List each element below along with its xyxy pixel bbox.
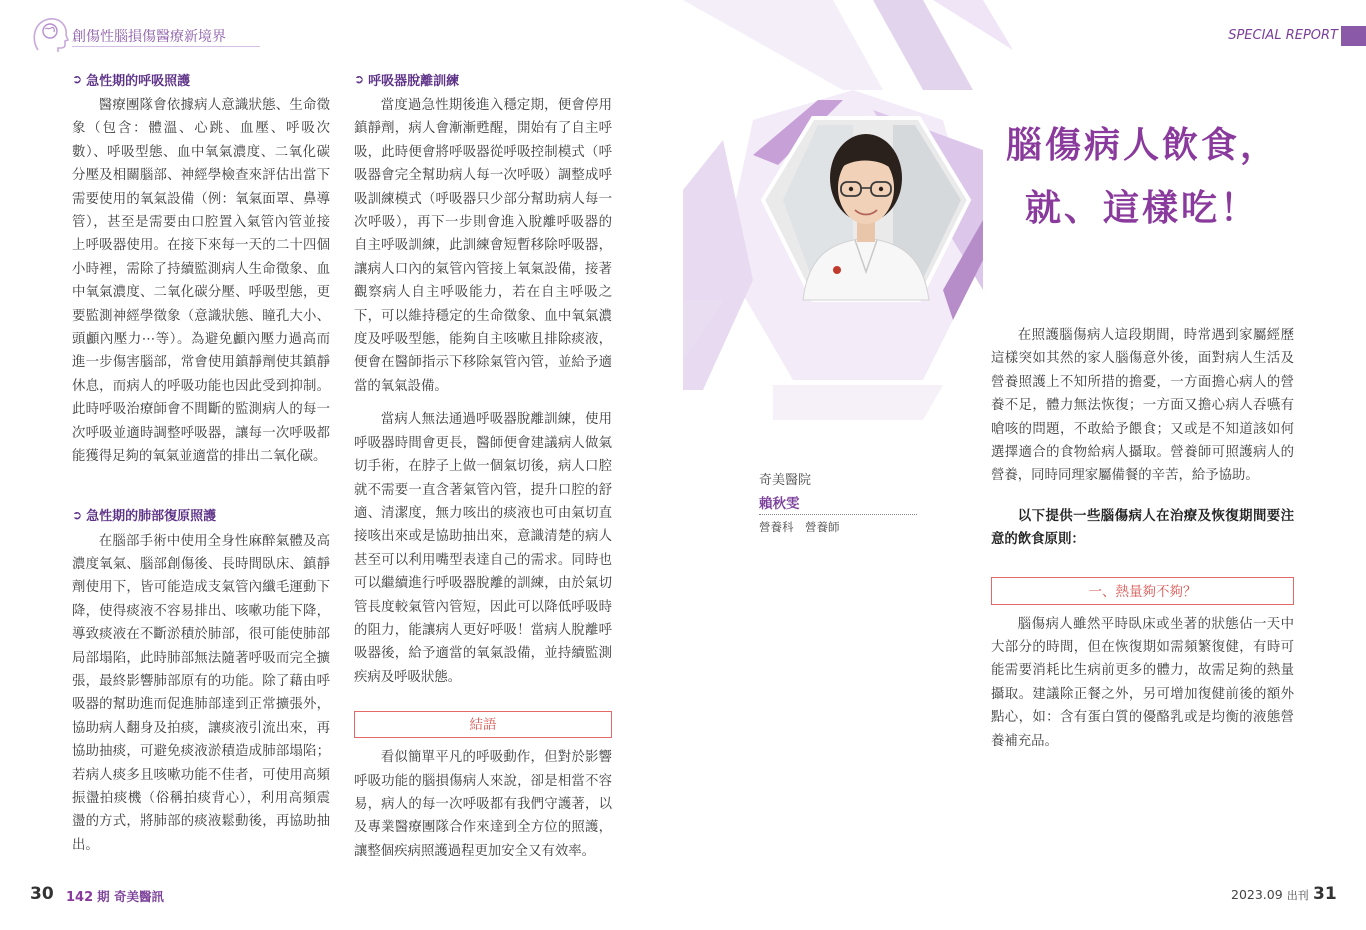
page-number-left: 30: [30, 884, 54, 904]
issue-label: 期 奇美醫訊: [97, 889, 164, 904]
section-heading-ventilator-weaning: ➲ 呼吸器脫離訓練: [354, 72, 460, 89]
article-title-line2: 就、這樣吃！: [1025, 188, 1260, 229]
paragraph-intro: 在照護腦傷病人這段期間，時常遇到家屬經歷這樣突如其然的家人腦傷意外後，面對病人生活及營養照護上不知所措的擔憂，一方面擔心病人的營養不足，體力無法恢復；一方面又擔心病人吞嚥有嗆咳的問題，不敢給予餵食；又或是不知道該如何選擇適合的食物給病人攝取。營養師可照護病人的營養，同時同理家屬備餐的辛苦，給予協助。: [991, 328, 1294, 484]
publish-date: 2023.09: [1231, 887, 1283, 902]
paragraph-acute-respiratory: 醫療團隊會依據病人意識狀態、生命徵象（包含：體溫、心跳、血壓、呼吸次數）、呼吸型態、血中氧氣濃度、二氧化碳分壓及相關腦部、神經學檢查來評估出當下需要使用的氧氣設備（例：氧氣面罩、鼻導管），甚至是需要由口腔置入氣管內管並接上呼吸器使用。在接下來每一天的二十四個小時裡，需除了持續監測病人生命徵象、血中氧氣濃度、二氧化碳分壓、呼吸型態，更要監測神經學徵象（意識狀態、瞳孔大小、頭顱內壓力⋯等）。為避免顱內壓力過高而進一步傷害腦部，常會使用鎮靜劑使其鎮靜休息，而病人的呼吸功能也因此受到抑制。此時呼吸治療師會不間斷的監測病人的每一次呼吸並適時調整呼吸器，讓每一次呼吸都能獲得足夠的氧氣並適當的排出二氧化碳。: [72, 98, 330, 465]
arrow-right-icon: ➲: [354, 72, 365, 86]
section-heading-acute-respiratory: ➲ 急性期的呼吸照護: [72, 72, 191, 89]
author-rule: [759, 514, 917, 515]
header-right-tab: [1341, 26, 1366, 46]
header-right-title: SPECIAL REPORT: [1228, 28, 1338, 43]
column-1: [72, 70, 330, 857]
author-block: [759, 469, 919, 535]
author-hospital: 奇美醫院: [759, 473, 812, 488]
issue-number: 142: [66, 890, 94, 905]
header-left: [30, 14, 240, 54]
arrow-right-icon: ➲: [72, 507, 83, 522]
section-heading-lung-recovery: ➲ 急性期的肺部復原照護: [72, 507, 217, 524]
paragraph-lead: 以下提供一些腦傷病人在治療及恢復期間要注意的飲食原則：: [991, 508, 1294, 548]
paragraph-conclusion: 看似簡單平凡的呼吸動作，但對於影響呼吸功能的腦損傷病人來說，卻是相當不容易，病人的每一次呼吸都有我們守護著，以及專業醫療團隊合作來達到全方位的照護，讓整個疾病照護過程更加安全又有效率。: [354, 750, 612, 859]
footer-date: [1231, 887, 1309, 903]
paragraph-calories: 腦傷病人雖然平時臥床或坐著的狀態佔一天中大部分的時間，但在恢復期如需頻繁復健，有時可能需要消耗比生病前更多的體力，故需足夠的熱量攝取。建議除正餐之外，另可增加復健前後的額外點心，如：含有蛋白質的優酪乳或是均衡的液態營養補充品。: [991, 616, 1294, 749]
article-title-line1: 腦傷病人飲食，: [1006, 125, 1280, 166]
header-left-title: 創傷性腦損傷醫療新境界: [72, 29, 226, 45]
arrow-right-icon: ➲: [72, 72, 83, 86]
author-role: 營養科 營養師: [759, 520, 840, 534]
publish-label: 出刊: [1286, 889, 1309, 902]
footer-issue: [66, 887, 164, 905]
brain-head-icon: [30, 14, 70, 54]
paragraph-weaning-1: 當度過急性期後進入穩定期，便會停用鎮靜劑，病人會漸漸甦醒，開始有了自主呼吸，此時便會將呼吸器從呼吸控制模式（呼吸器會完全幫助病人每一次呼吸）調整成呼吸訓練模式（呼吸器只少部分幫助病人每一次呼吸），再下一步則會進入脫離呼吸器的自主呼吸訓練，此訓練會短暫移除呼吸器，讓病人口內的氣管內管接上氧氣設備，接著觀察病人自主呼吸能力，若在自主呼吸之下，可以維持穩定的生命徵象、血中氧氣濃度及呼吸型態，能夠自主咳嗽且排除痰液，便會在醫師指示下移除氣管內管，並給予適當的氧氣設備。: [354, 98, 612, 394]
right-column: [991, 324, 1294, 753]
header-left-rule: [72, 46, 260, 47]
conclusion-heading-box: 結語: [354, 711, 612, 738]
page-number-right: 31: [1313, 884, 1337, 904]
author-name: 賴秋雯: [759, 496, 800, 512]
heading-box-calories: 一、熱量夠不夠？: [991, 577, 1294, 605]
paragraph-lung-recovery: 在腦部手術中使用全身性麻醉氣體及高濃度氧氣、腦部創傷後、長時間臥床、鎮靜劑使用下，皆可能造成支氣管內纖毛運動下降，使得痰液不容易排出、咳嗽功能下降，導致痰液在不斷淤積於肺部，很可能使肺部局部塌陷，此時肺部無法隨著呼吸而完全擴張，最終影響肺部原有的功能。除了藉由呼吸器的幫助進而促進肺部達到正常擴張外，協助病人翻身及拍痰，讓痰液引流出來，再協助抽痰，可避免痰液淤積造成肺部塌陷；若病人痰多且咳嗽功能不佳者，可使用高頻振盪拍痰機（俗稱拍痰背心），利用高頻震盪的方式，將肺部的痰液鬆動後，再協助抽出。: [72, 533, 330, 853]
column-2: [354, 70, 612, 863]
paragraph-weaning-2: 當病人無法通過呼吸器脫離訓練，使用呼吸器時間會更長，醫師便會建議病人做氣切手術，在脖子上做一個氣切後，病人口腔就不需要一直含著氣管內管，提升口腔的舒適、清潔度，無力咳出的痰液也可由氣切直接咳出來或是協助抽出來，意識清楚的病人甚至可以利用嘴型表達自己的需求。同時也可以繼續進行呼吸器脫離的訓練，由於氣切管長度較氣管內管短，因此可以降低呼吸時的阻力，能讓病人更好呼吸！當病人脫離呼吸器後，給予適當的氧氣設備，並持續監測疾病及呼吸狀態。: [354, 412, 612, 685]
